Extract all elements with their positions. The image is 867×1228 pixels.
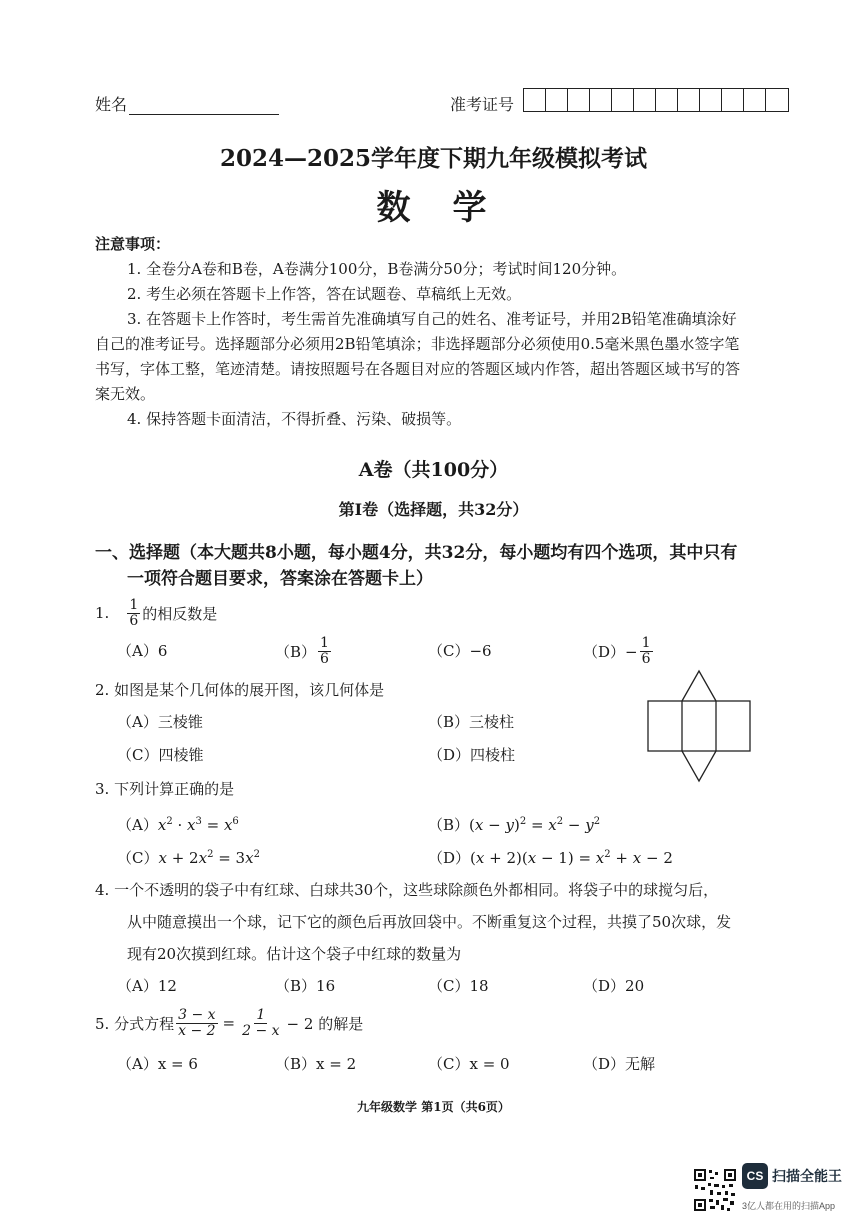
q2-option-b: （B）三棱柱 xyxy=(428,713,515,731)
name-label: 姓名 xyxy=(95,95,128,114)
q5-option-b: （B）x = 2 xyxy=(275,1055,357,1073)
exam-id-label: 准考证号 xyxy=(450,95,515,114)
question-3-stem: 3. 下列计算正确的是 xyxy=(95,780,235,798)
name-field xyxy=(95,92,279,115)
q1-option-b: （B） $\frac{1}{6}$ xyxy=(275,635,329,667)
prism-net-figure xyxy=(645,668,757,783)
name-blank-line xyxy=(129,96,279,115)
q1-option-d: （D）− $\frac{1}{6}$ xyxy=(583,635,651,667)
q1-option-a: （A）6 xyxy=(117,642,168,660)
notice-item-1: 1. 全卷分A卷和B卷，A卷满分100分，B卷满分50分；考试时间120分钟。 xyxy=(127,260,627,278)
notice-item-3-line-4: 案无效。 xyxy=(95,385,156,403)
q4-option-d: （D）20 xyxy=(583,977,645,995)
notice-item-4: 4. 保持答题卡面清洁，不得折叠、污染、破损等。 xyxy=(127,410,462,428)
q1-option-c: （C）−6 xyxy=(428,642,492,660)
q3-option-b: $(B)(x - y)^2 = x^2 - y^2$ xyxy=(428,816,601,834)
q4-option-a: （A）12 xyxy=(117,977,177,995)
question-section-heading-line-2: 一项符合题目要求，答案涂在答题卡上） xyxy=(127,569,433,589)
scanner-app-name: 扫描全能王 xyxy=(772,1168,842,1184)
notice-item-2: 2. 考生必须在答题卡上作答，答在试题卷、草稿纸上无效。 xyxy=(127,285,522,303)
scanner-app-tagline: 3亿人都在用的扫描App xyxy=(742,1201,836,1211)
cs-logo-icon: CS xyxy=(742,1163,768,1189)
notice-item-3-line-2: 自己的准考证号。选择题部分必须用2B铅笔填涂；非选择题部分必须使用0.5毫米黑色墨水签字笔 xyxy=(95,335,740,353)
question-4-line-2: 从中随意摸出一个球，记下它的颜色后再放回袋中。不断重复这个过程，共摸了50次球，发 xyxy=(127,913,732,931)
question-section-heading-line-1: 一、选择题（本大题共8小题，每小题4分，共32分，每小题均有四个选项，其中只有 xyxy=(95,543,738,563)
exam-id-grid xyxy=(523,88,789,112)
question-1-stem: 1. $\frac{1}{6}$ 的相反数是 xyxy=(95,597,218,629)
q1-fraction: $\frac{1}{6}$ xyxy=(129,597,139,629)
scanner-app-logo xyxy=(742,1163,842,1189)
section-a-title: A卷（共100分） xyxy=(358,459,509,481)
q4-option-b: （B）16 xyxy=(275,977,336,995)
part-1-title: 第Ⅰ卷（选择题，共32分） xyxy=(338,500,529,519)
q5-option-c: （C）x = 0 xyxy=(428,1055,510,1073)
q5-option-a: （A）x = 6 xyxy=(117,1055,198,1073)
q3-option-c: $(C)x + 2x^2 = 3x^2$ xyxy=(117,849,260,867)
notice-heading: 注意事项： xyxy=(95,235,171,253)
notice-item-3-line-1: 3. 在答题卡上作答时，考生需首先准确填写自己的姓名、准考证号，并用2B铅笔准确填涂好 xyxy=(127,310,737,328)
question-4-line-3: 现有20次摸到红球。估计这个袋子中红球的数量为 xyxy=(127,945,462,963)
question-2-stem: 2. 如图是某个几何体的展开图，该几何体是 xyxy=(95,681,385,699)
q3-option-d: $(D)(x + 2)(x - 1) = x^2 + x - 2$ xyxy=(428,849,673,867)
q2-option-d: （D）四棱柱 xyxy=(428,746,516,764)
question-4-line-1: 4. 一个不透明的袋子中有红球、白球共30个，这些球除颜色外都相同。将袋子中的球搅匀后， xyxy=(95,881,719,899)
page-footer: 九年级数学 第1页（共6页） xyxy=(357,1100,510,1114)
question-5-stem: 5. 分式方程 $\frac{3 - x}{x - 2}$ = $\frac{1}{2 - x}$ − 2 的解是 xyxy=(95,1007,364,1039)
qr-code-icon xyxy=(693,1168,737,1212)
q4-option-c: （C）18 xyxy=(428,977,489,995)
exam-title: 2024—2025学年度下期九年级模拟考试 xyxy=(219,145,648,172)
q3-option-a: $(A)x^2 \cdot x^3 = x^6$ xyxy=(117,816,239,834)
q2-option-c: （C）四棱锥 xyxy=(117,746,204,764)
q5-option-d: （D）无解 xyxy=(583,1055,656,1073)
notice-item-3-line-3: 书写，字体工整，笔迹清楚。请按照题号在各题目对应的答题区域内作答，超出答题区域书写的答 xyxy=(95,360,741,378)
subject-title: 数 学 xyxy=(376,188,491,228)
q2-option-a: （A）三棱锥 xyxy=(117,713,203,731)
